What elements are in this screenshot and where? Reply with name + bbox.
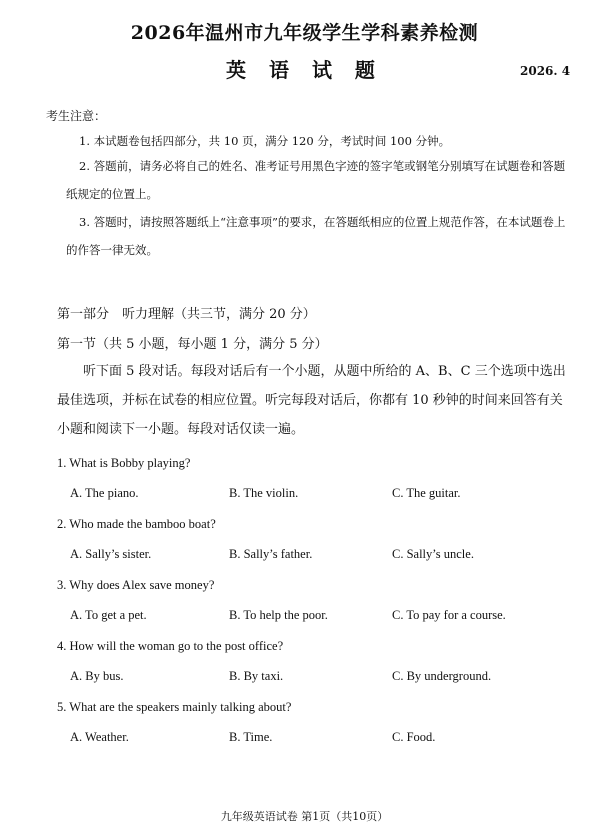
- question-2-option-c: C. Sally’s uncle.: [392, 547, 474, 561]
- page-footer: 九年级英语试卷 第1页（共10页）: [220, 810, 389, 823]
- question-3-option-b: B. To help the poor.: [229, 608, 328, 622]
- question-2-option-a: A. Sally’s sister.: [70, 547, 152, 561]
- exam-title: 2026年温州市九年级学生学科素养检测: [130, 22, 479, 44]
- question-1-option-b: B. The violin.: [229, 486, 299, 500]
- question-5-option-a: A. Weather.: [70, 730, 129, 744]
- question-5-option-b: B. Time.: [229, 730, 273, 744]
- question-4-option-b: B. By taxi.: [229, 669, 284, 683]
- question-4: 4. How will the woman go to the post office?: [57, 639, 284, 653]
- question-4-option-a: A. By bus.: [70, 669, 124, 683]
- question-2: 2. Who made the bamboo boat?: [57, 517, 216, 531]
- question-1-option-a: A. The piano.: [70, 486, 139, 500]
- question-5: 5. What are the speakers mainly talking about?: [57, 700, 292, 714]
- part1-heading: 第一部分 听力理解（共三节，满分 20 分）: [57, 307, 316, 322]
- section1-heading: 第一节（共 5 小题，每小题 1 分，满分 5 分）: [57, 337, 328, 352]
- question-3-option-c: C. To pay for a course.: [392, 608, 506, 622]
- question-5-option-c: C. Food.: [392, 730, 436, 744]
- question-4-option-c: C. By underground.: [392, 669, 492, 683]
- question-1: 1. What is Bobby playing?: [57, 456, 191, 470]
- question-1-option-c: C. The guitar.: [392, 486, 461, 500]
- notice-item-2: 2. 答题前，请务必将自己的姓名、准考证号用黑色字迹的签字笔或钢笔分别填写在试题卷和答题纸规定的位置上。: [66, 159, 566, 201]
- question-2-option-b: B. Sally’s father.: [229, 547, 313, 561]
- notice-item-1: 1. 本试题卷包括四部分，共 10 页，满分 120 分，考试时间 100 分钟。: [79, 134, 451, 148]
- question-3: 3. Why does Alex save money?: [57, 578, 215, 592]
- notice-item-3: 3. 答题时，请按照答题纸上“注意事项”的要求，在答题纸相应的位置上规范作答，在本试题卷上的作答一律无效。: [66, 215, 566, 257]
- exam-date: 2026. 4: [520, 64, 571, 78]
- notice-heading: 考生注意：: [46, 109, 107, 123]
- listening-instructions: 听下面 5 段对话。每段对话后有一个小题，从题中所给的 A、B、C 三个选项中选出最佳选项，并标在试卷的相应位置。听完每段对话后，你都有 10 秒钟的时间来回答有关小题和阅读下一小题。每段对话仅读一遍。: [57, 364, 566, 437]
- subject-title: 英 语 试 题: [226, 58, 383, 82]
- question-3-option-a: A. To get a pet.: [70, 608, 147, 622]
